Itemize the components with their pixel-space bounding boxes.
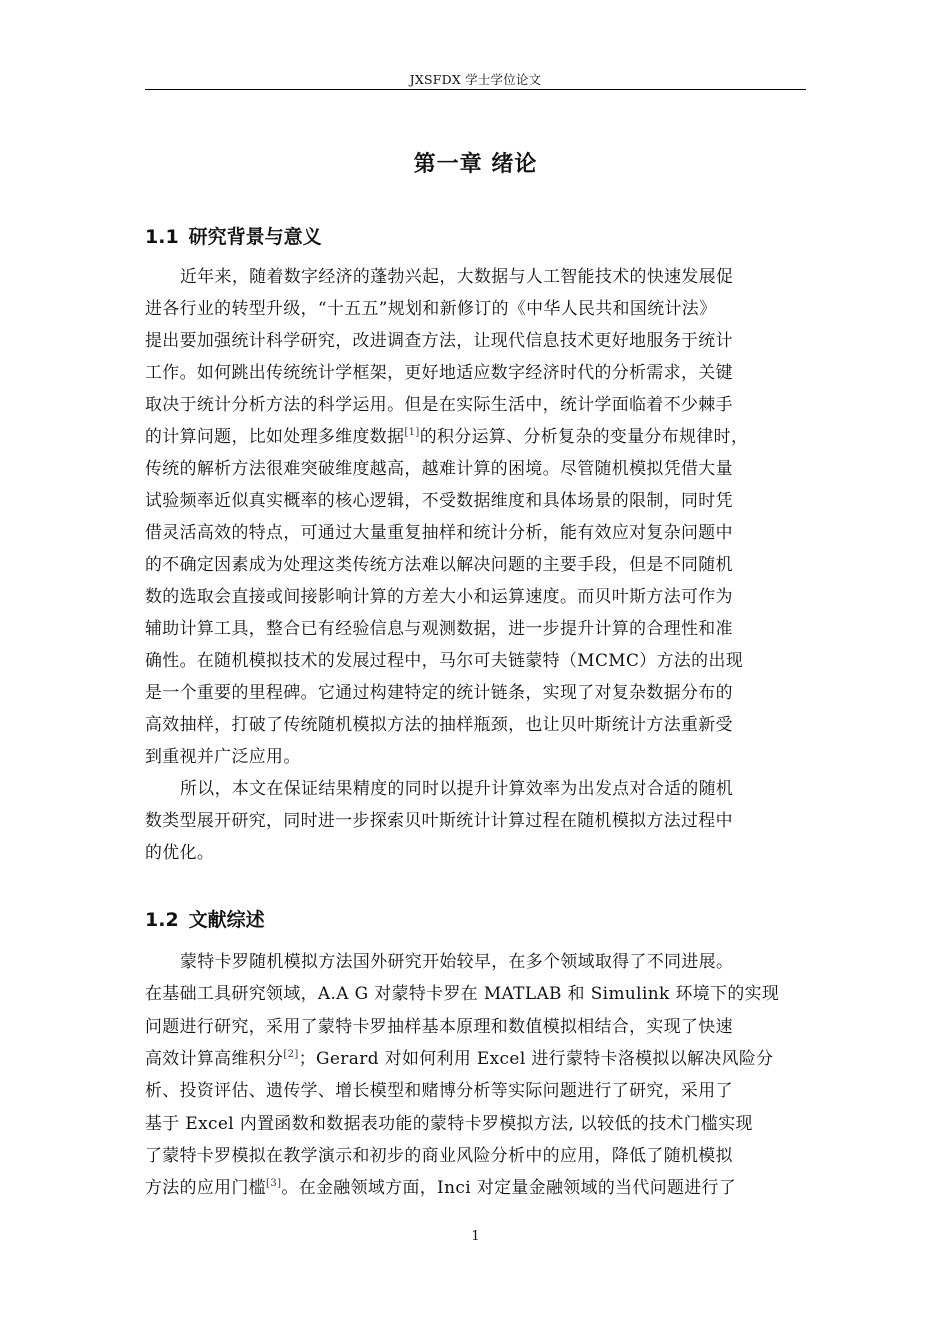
text-line: 高效抽样，打破了传统随机模拟方法的抽样瓶颈，也让贝叶斯统计方法重新受 [145, 714, 733, 734]
text-line: 的不确定因素成为处理这类传统方法难以解决问题的主要手段，但是不同随机 [145, 554, 733, 574]
text-line: 基于 Excel 内置函数和数据表功能的蒙特卡罗模拟方法, 以较低的技术门槛实现 [145, 1112, 753, 1133]
section-number: 1.1 [145, 226, 179, 248]
text-fragment: 。在金融领域方面，Inci 对定量金融领域的当代问题进行了 [281, 1177, 737, 1198]
text-line: 在基础工具研究领域，A.A G 对蒙特卡罗在 MATLAB 和 Simulink 环境下的实现 [145, 983, 780, 1004]
text-fragment: 高效计算高维积分 [145, 1047, 284, 1068]
section-heading-1-2 [145, 905, 806, 935]
text-fragment: 的计算问题，比如处理多维度数据 [145, 426, 405, 446]
text-line: 借灵活高效的特点，可通过大量重复抽样和统计分析，能有效应对复杂问题中 [145, 522, 733, 542]
text-line: 蒙特卡罗随机模拟方法国外研究开始较早，在多个领域取得了不同进展。 [180, 951, 734, 971]
text-line: 是一个重要的里程碑。它通过构建特定的统计链条，实现了对复杂数据分布的 [145, 682, 733, 702]
text-line: 析、投资评估、遗传学、增长模型和赌博分析等实际问题进行了研究，采用了 [145, 1080, 733, 1101]
running-header: JXSFDX 学士学位论文 [409, 72, 542, 87]
citation-marker[interactable]: [1] [404, 427, 420, 438]
text-fragment: ；Gerard 对如何利用 Excel 进行蒙特卡洛模拟以解决风险分 [298, 1047, 774, 1068]
citation-marker[interactable]: [2] [283, 1048, 299, 1060]
text-line: 传统的解析方法很难突破维度越高，越难计算的困境。尽管随机模拟凭借大量 [145, 458, 733, 478]
text-line: 取决于统计分析方法的科学运用。但是在实际生活中，统计学面临着不少棘手 [145, 394, 733, 414]
section-title-text: 研究背景与意义 [188, 226, 322, 248]
text-line: 工作。如何跳出传统统计学框架，更好地适应数字经济时代的分析需求，关键 [145, 362, 733, 382]
text-line: 的优化。 [145, 842, 215, 862]
text-fragment: 的积分运算、分析复杂的变量分布规律时， [419, 426, 749, 446]
text-line [145, 420, 810, 452]
text-line: 数的选取会直接或间接影响计算的方差大小和运算速度。而贝叶斯方法可作为 [145, 586, 733, 606]
section-number: 1.2 [145, 909, 179, 931]
text-line [145, 1171, 810, 1203]
text-line: 了蒙特卡罗模拟在教学演示和初步的商业风险分析中的应用，降低了随机模拟 [145, 1144, 733, 1165]
text-line: 辅助计算工具，整合已有经验信息与观测数据，进一步提升计算的合理性和准 [145, 618, 733, 638]
citation-marker[interactable]: [3] [266, 1178, 282, 1190]
text-line [145, 1042, 810, 1074]
page-number: 1 [471, 1229, 480, 1244]
text-line: 试验频率近似真实概率的核心逻辑，不受数据维度和具体场景的限制，同时凭 [145, 490, 733, 510]
text-line: 数类型展开研究，同时进一步探索贝叶斯统计计算过程在随机模拟方法过程中 [145, 810, 733, 830]
text-line: 所以，本文在保证结果精度的同时以提升计算效率为出发点对合适的随机 [180, 778, 734, 798]
chapter-title: 第一章 绪论 [413, 152, 538, 177]
text-line: 提出要加强统计科学研究，改进调查方法，让现代信息技术更好地服务于统计 [145, 330, 733, 350]
text-fragment: 方法的应用门槛 [145, 1177, 267, 1198]
section-title-text: 文献综述 [188, 909, 265, 931]
text-line: 近年来，随着数字经济的蓬勃兴起，大数据与人工智能技术的快速发展促 [180, 266, 734, 286]
text-line: 确性。在随机模拟技术的发展过程中，马尔可夫链蒙特（MCMC）方法的出现 [145, 650, 744, 670]
text-line: 到重视并广泛应用。 [145, 746, 301, 766]
text-line: 进各行业的转型升级，“十五五”规划和新修订的《中华人民共和国统计法》 [145, 298, 717, 318]
header-divider [145, 89, 806, 90]
section-heading-1-1 [145, 222, 806, 252]
text-line: 问题进行研究，采用了蒙特卡罗抽样基本原理和数值模拟相结合，实现了快速 [145, 1015, 733, 1036]
